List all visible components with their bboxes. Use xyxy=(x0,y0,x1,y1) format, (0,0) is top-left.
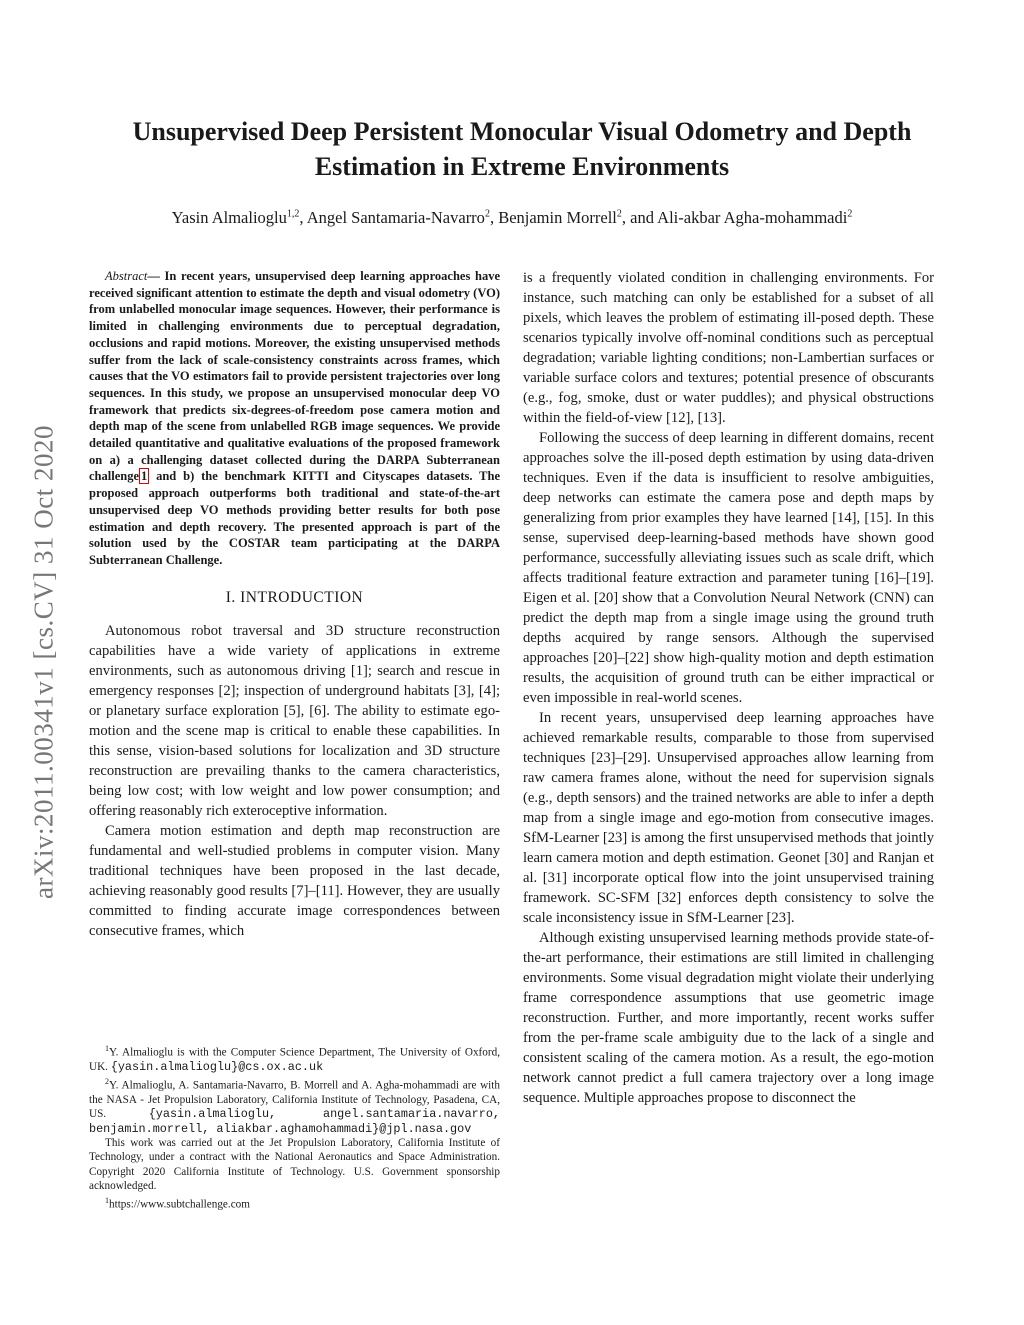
footnote-text: Y. Almalioglu is with the Computer Science Department, The University of Oxford, UK. xyxy=(89,1046,500,1074)
author-affiliation-mark: 1,2 xyxy=(286,208,300,220)
body-paragraph: Although existing unsupervised learning methods provide state-of-the-art performance, their estimations are still limited in challenging environments. Some visual degradation might violate their underlying frame correspondence assumptions that use geometric image reconstruction. Further, and more importantly, recent works suffer from the per-frame scale ambiguity due to the lack of a single and consistent scaling of the camera motion. As a result, the ego-motion network cannot predict a full camera trajectory over a long image sequence. Multiple approaches propose to disconnect the xyxy=(523,930,934,1106)
footnote-link[interactable]: 1 xyxy=(141,469,148,484)
abstract-dash: — xyxy=(147,269,165,283)
paper-title-line-2: Estimation in Extreme Environments xyxy=(314,152,730,181)
footnote-2 xyxy=(89,1075,500,1136)
abstract-label: Abstract xyxy=(105,269,148,283)
body-paragraph: Camera motion estimation and depth map reconstruction are fundamental and well-studied problems in computer vision. Many traditional techniques have been proposed in the last decade, achieving reasonably good results [7]–[11]. However, they are usually committed to finding accurate image correspondences between consecutive frames, which xyxy=(89,822,500,939)
footnote-1 xyxy=(89,1042,500,1075)
author-affiliation-mark: 2 xyxy=(847,208,853,220)
author-name: , Angel Santamaria-Navarro xyxy=(299,208,485,227)
paper-title-line-1: Unsupervised Deep Persistent Monocular Visual Odometry and Depth xyxy=(132,117,912,146)
right-column xyxy=(523,268,934,1108)
footnote-text: Y. Almalioglu, A. Santamaria-Navarro, B. Morrell and A. Agha-mohammadi are with the NASA - Jet Propulsion Laboratory, California Institute of Technology, Pasadena, CA, US. xyxy=(89,1079,500,1121)
paper-title xyxy=(60,114,984,184)
abstract-text: In recent years, unsupervised deep learning approaches have received significant attention to estimate the depth and visual odometry (VO) from unlabelled monocular image sequences. However, their performance is limited in challenging environments due to perceptual degradation, occlusions and rapid motions. Moreover, the existing unsupervised methods suffer from the lack of scale-consistency constraints across frames, which causes that the VO estimators fail to provide persistent trajectories over long sequences. In this study, we propose an unsupervised monocular deep VO framework that predicts six-degrees-of-freedom pose camera motion and depth map of the scene from unlabelled RGB image sequences. We provide detailed quantitative and qualitative evaluations of the proposed framework on a) a challenging dataset collected during the DARPA Subterranean challenge xyxy=(89,269,500,484)
abstract xyxy=(89,268,500,569)
author-name: , and Ali-akbar Agha-mohammadi xyxy=(621,208,848,227)
footnote-3: This work was carried out at the Jet Propulsion Laboratory, California Institute of Technology, under a contract with the National Aeronautics and Space Administration. Copyright 2020 California Institute of Technology. U.S. Government sponsorship acknowledged. xyxy=(89,1136,500,1193)
left-column xyxy=(89,268,500,941)
body-paragraph: Following the success of deep learning in different domains, recent approaches solve the ill-posed depth estimation by using data-driven techniques. Even if the data is insufficient to resolve ambiguities, deep networks can estimate the camera pose and depth maps by generalizing from prior examples they have learned [14], [15]. In this sense, supervised deep-learning-based methods have shown good performance, successfully alleviating issues such as scale drift, which affects traditional feature extraction and parameter tuning [16]–[19]. Eigen et al. [20] show that a Convolution Neural Network (CNN) can predict the depth map from a single image using the ground truth depths acquired by range sensors. Although the supervised approaches [20]–[22] show high-quality motion and depth estimation results, the acquisition of ground truth can be either impractical or even impossible in real-world scenes. xyxy=(523,430,934,706)
arxiv-identifier-text: arXiv:2011.00341v1 [cs.CV] 31 Oct 2020 xyxy=(28,425,59,899)
section-heading-introduction: I. INTRODUCTION xyxy=(225,588,364,606)
footnote-email: {yasin.almalioglu, angel.santamaria.navarro, benjamin.morrell, aliakbar.aghamohammadi}@jpl.nasa.gov xyxy=(89,1107,500,1136)
abstract-text-cont: and b) the benchmark KITTI and Cityscapes datasets. The proposed approach outperforms both traditional and state-of-the-art unsupervised deep VO methods providing better results for both pose estimation and depth recovery. The presented approach is part of the solution used by the COSTAR team participating at the DARPA Subterranean Challenge. xyxy=(89,469,500,567)
author-affiliation-mark: 2 xyxy=(484,208,490,220)
body-paragraph: is a frequently violated condition in challenging environments. For instance, such matching can only be established for a subset of all pixels, which leaves the problem of estimating ill-posed depth. These scenarios typically involve off-nominal conditions such as perceptual degradation; variable lighting conditions; non-Lambertian surfaces or variable surface colors and textures; potential presence of obscurants (e.g., fog, smoke, dust or water puddles); and physical obstructions within the field-of-view [12], [13]. xyxy=(523,270,934,426)
footnote-4 xyxy=(89,1194,500,1212)
footnote-mark: 1 xyxy=(105,1195,109,1205)
footnote-url[interactable]: https://www.subtchallenge.com xyxy=(109,1198,250,1211)
footnote-email: {yasin.almalioglu}@cs.ox.ac.uk xyxy=(110,1060,324,1075)
author-name: Yasin Almalioglu xyxy=(171,208,287,227)
footnotes xyxy=(89,1042,500,1212)
footnote-mark: 2 xyxy=(105,1076,109,1086)
author-name: , Benjamin Morrell xyxy=(489,208,617,227)
body-paragraph: Autonomous robot traversal and 3D structure reconstruction capabilities have a wide variety of applications in extreme environments, such as autonomous driving [1]; search and rescue in emergency responses [2]; inspection of underground habitats [3], [4]; or planetary surface exploration [5], [6]. The ability to estimate ego-motion and the scene map is critical to enable these capabilities. In this sense, vision-based solutions for localization and 3D structure reconstruction are prevailing thanks to the camera characteristics, being low cost; with low weight and low power consumption; and offering reasonably rich exteroceptive information. xyxy=(89,622,500,819)
author-list xyxy=(60,208,964,228)
footnote-mark: 1 xyxy=(105,1044,109,1053)
author-affiliation-mark: 2 xyxy=(616,208,622,220)
body-paragraph: In recent years, unsupervised deep learning approaches have achieved remarkable results, comparable to those from supervised techniques [23]–[29]. Unsupervised approaches allow learning from raw camera frames alone, without the need for supervision signals (e.g., depth sensors) and the trained networks are able to infer a depth map from a single image and ego-motion from consecutive images. SfM-Learner [23] is among the first unsupervised methods that jointly learn camera motion and depth estimation. Geonet [30] and Ranjan et al. [31] incorporate optical flow into the joint unsupervised training framework. SC-SFM [32] enforces depth consistency to solve the scale inconsistency issue in SfM-Learner [23]. xyxy=(523,710,934,926)
